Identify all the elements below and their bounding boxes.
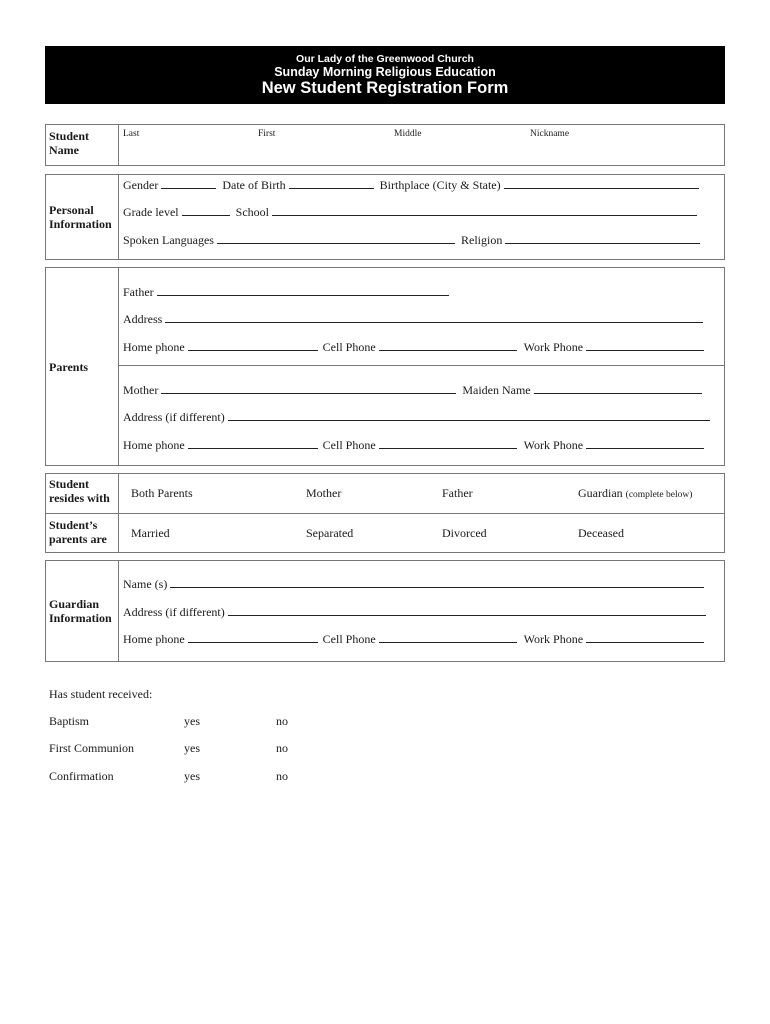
languages-label: Spoken Languages — [123, 233, 214, 247]
sacrament-yes-option[interactable]: yes — [184, 714, 200, 728]
guardian-names-field[interactable] — [170, 577, 704, 588]
mother-address-row — [123, 410, 710, 424]
gender-field[interactable] — [161, 178, 216, 189]
dob-field[interactable] — [289, 178, 374, 189]
resides-option-mother[interactable]: Mother — [306, 486, 342, 500]
student-name-section — [45, 124, 725, 166]
sacraments-question: Has student received: — [49, 687, 153, 701]
father-address-label: Address — [123, 312, 163, 326]
guardian-work-phone-label: Work Phone — [523, 632, 584, 646]
languages-field[interactable] — [217, 233, 455, 244]
personal-row-2 — [123, 205, 697, 219]
father-label: Father — [123, 285, 154, 299]
dob-label: Date of Birth — [222, 178, 286, 192]
mother-cell-phone-label: Cell Phone — [322, 438, 376, 452]
grade-label: Grade level — [123, 205, 179, 219]
mother-field[interactable] — [161, 383, 456, 394]
mother-label: Mother — [123, 383, 159, 397]
maiden-name-field[interactable] — [534, 383, 702, 394]
guardian-address-field[interactable] — [228, 605, 706, 616]
birthplace-field[interactable] — [504, 178, 699, 189]
father-address-row — [123, 312, 703, 326]
mother-home-phone-field[interactable] — [188, 438, 318, 449]
mother-phones-row — [123, 438, 704, 452]
personal-row-1 — [123, 178, 699, 192]
father-work-phone-field[interactable] — [586, 340, 704, 351]
mother-home-phone-label: Home phone — [123, 438, 185, 452]
father-row — [123, 285, 449, 299]
form-title: New Student Registration Form — [261, 79, 509, 97]
father-home-phone-field[interactable] — [188, 340, 318, 351]
church-name: Our Lady of the Greenwood Church — [296, 53, 474, 65]
guardian-cell-phone-label: Cell Phone — [322, 632, 376, 646]
religion-field[interactable] — [505, 233, 700, 244]
guardian-address-row — [123, 605, 706, 619]
guardian-option-label: Guardian — [578, 486, 623, 500]
sacrament-name: Confirmation — [49, 769, 114, 783]
resides-option-father[interactable]: Father — [442, 486, 473, 500]
sacrament-name: Baptism — [49, 714, 90, 728]
guardian-home-phone-field[interactable] — [188, 632, 318, 643]
father-mother-divider — [118, 365, 725, 366]
student-name-label: Student Name — [49, 129, 90, 157]
maiden-name-label: Maiden Name — [462, 383, 531, 397]
middle-name-field[interactable]: Middle — [394, 129, 422, 139]
father-field[interactable] — [157, 285, 449, 296]
guardian-work-phone-field[interactable] — [586, 632, 704, 643]
guardian-phones-row — [123, 632, 704, 646]
section-divider — [118, 267, 119, 466]
resides-with-label: Student resides with — [49, 477, 110, 505]
first-name-field[interactable]: First — [258, 129, 276, 139]
guardian-names-row — [123, 577, 704, 591]
status-option-deceased[interactable]: Deceased — [578, 526, 624, 540]
program-name: Sunday Morning Religious Education — [274, 65, 496, 79]
mother-work-phone-label: Work Phone — [523, 438, 584, 452]
father-work-phone-label: Work Phone — [523, 340, 584, 354]
sacrament-no-option[interactable]: no — [276, 741, 288, 755]
status-option-married[interactable]: Married — [131, 526, 170, 540]
section-divider — [118, 560, 119, 662]
school-label: School — [235, 205, 269, 219]
last-name-field[interactable]: Last — [123, 129, 140, 139]
parents-status-label: Student’s parents are — [49, 518, 107, 546]
resides-option-guardian[interactable] — [578, 486, 692, 502]
father-home-phone-label: Home phone — [123, 340, 185, 354]
personal-row-3 — [123, 233, 700, 247]
grade-field[interactable] — [182, 205, 230, 216]
sacrament-no-option[interactable]: no — [276, 714, 288, 728]
status-option-divorced[interactable]: Divorced — [442, 526, 487, 540]
father-phones-row — [123, 340, 704, 354]
sacrament-yes-option[interactable]: yes — [184, 741, 200, 755]
mother-row — [123, 383, 702, 397]
parents-label: Parents — [49, 360, 89, 374]
living-status-divider — [45, 513, 725, 514]
resides-option-both-parents[interactable]: Both Parents — [131, 486, 193, 500]
guardian-label: Guardian Information — [49, 597, 112, 625]
guardian-note: (complete below) — [625, 490, 693, 500]
school-field[interactable] — [272, 205, 697, 216]
sacrament-yes-option[interactable]: yes — [184, 769, 200, 783]
sacrament-name: First Communion — [49, 741, 135, 755]
section-divider — [118, 174, 119, 260]
father-cell-phone-field[interactable] — [379, 340, 517, 351]
father-cell-phone-label: Cell Phone — [322, 340, 376, 354]
guardian-cell-phone-field[interactable] — [379, 632, 517, 643]
form-header — [45, 46, 725, 104]
guardian-home-phone-label: Home phone — [123, 632, 185, 646]
mother-work-phone-field[interactable] — [586, 438, 704, 449]
mother-address-field[interactable] — [228, 410, 710, 421]
section-divider — [118, 124, 119, 166]
gender-label: Gender — [123, 178, 159, 192]
nickname-field[interactable]: Nickname — [530, 129, 570, 139]
personal-information-label: Personal Information — [49, 203, 112, 231]
mother-address-label: Address (if different) — [123, 410, 225, 424]
birthplace-label: Birthplace (City & State) — [379, 178, 501, 192]
guardian-address-label: Address (if different) — [123, 605, 225, 619]
status-option-separated[interactable]: Separated — [306, 526, 354, 540]
father-address-field[interactable] — [165, 312, 703, 323]
guardian-names-label: Name (s) — [123, 577, 168, 591]
mother-cell-phone-field[interactable] — [379, 438, 517, 449]
sacrament-no-option[interactable]: no — [276, 769, 288, 783]
religion-label: Religion — [460, 233, 503, 247]
